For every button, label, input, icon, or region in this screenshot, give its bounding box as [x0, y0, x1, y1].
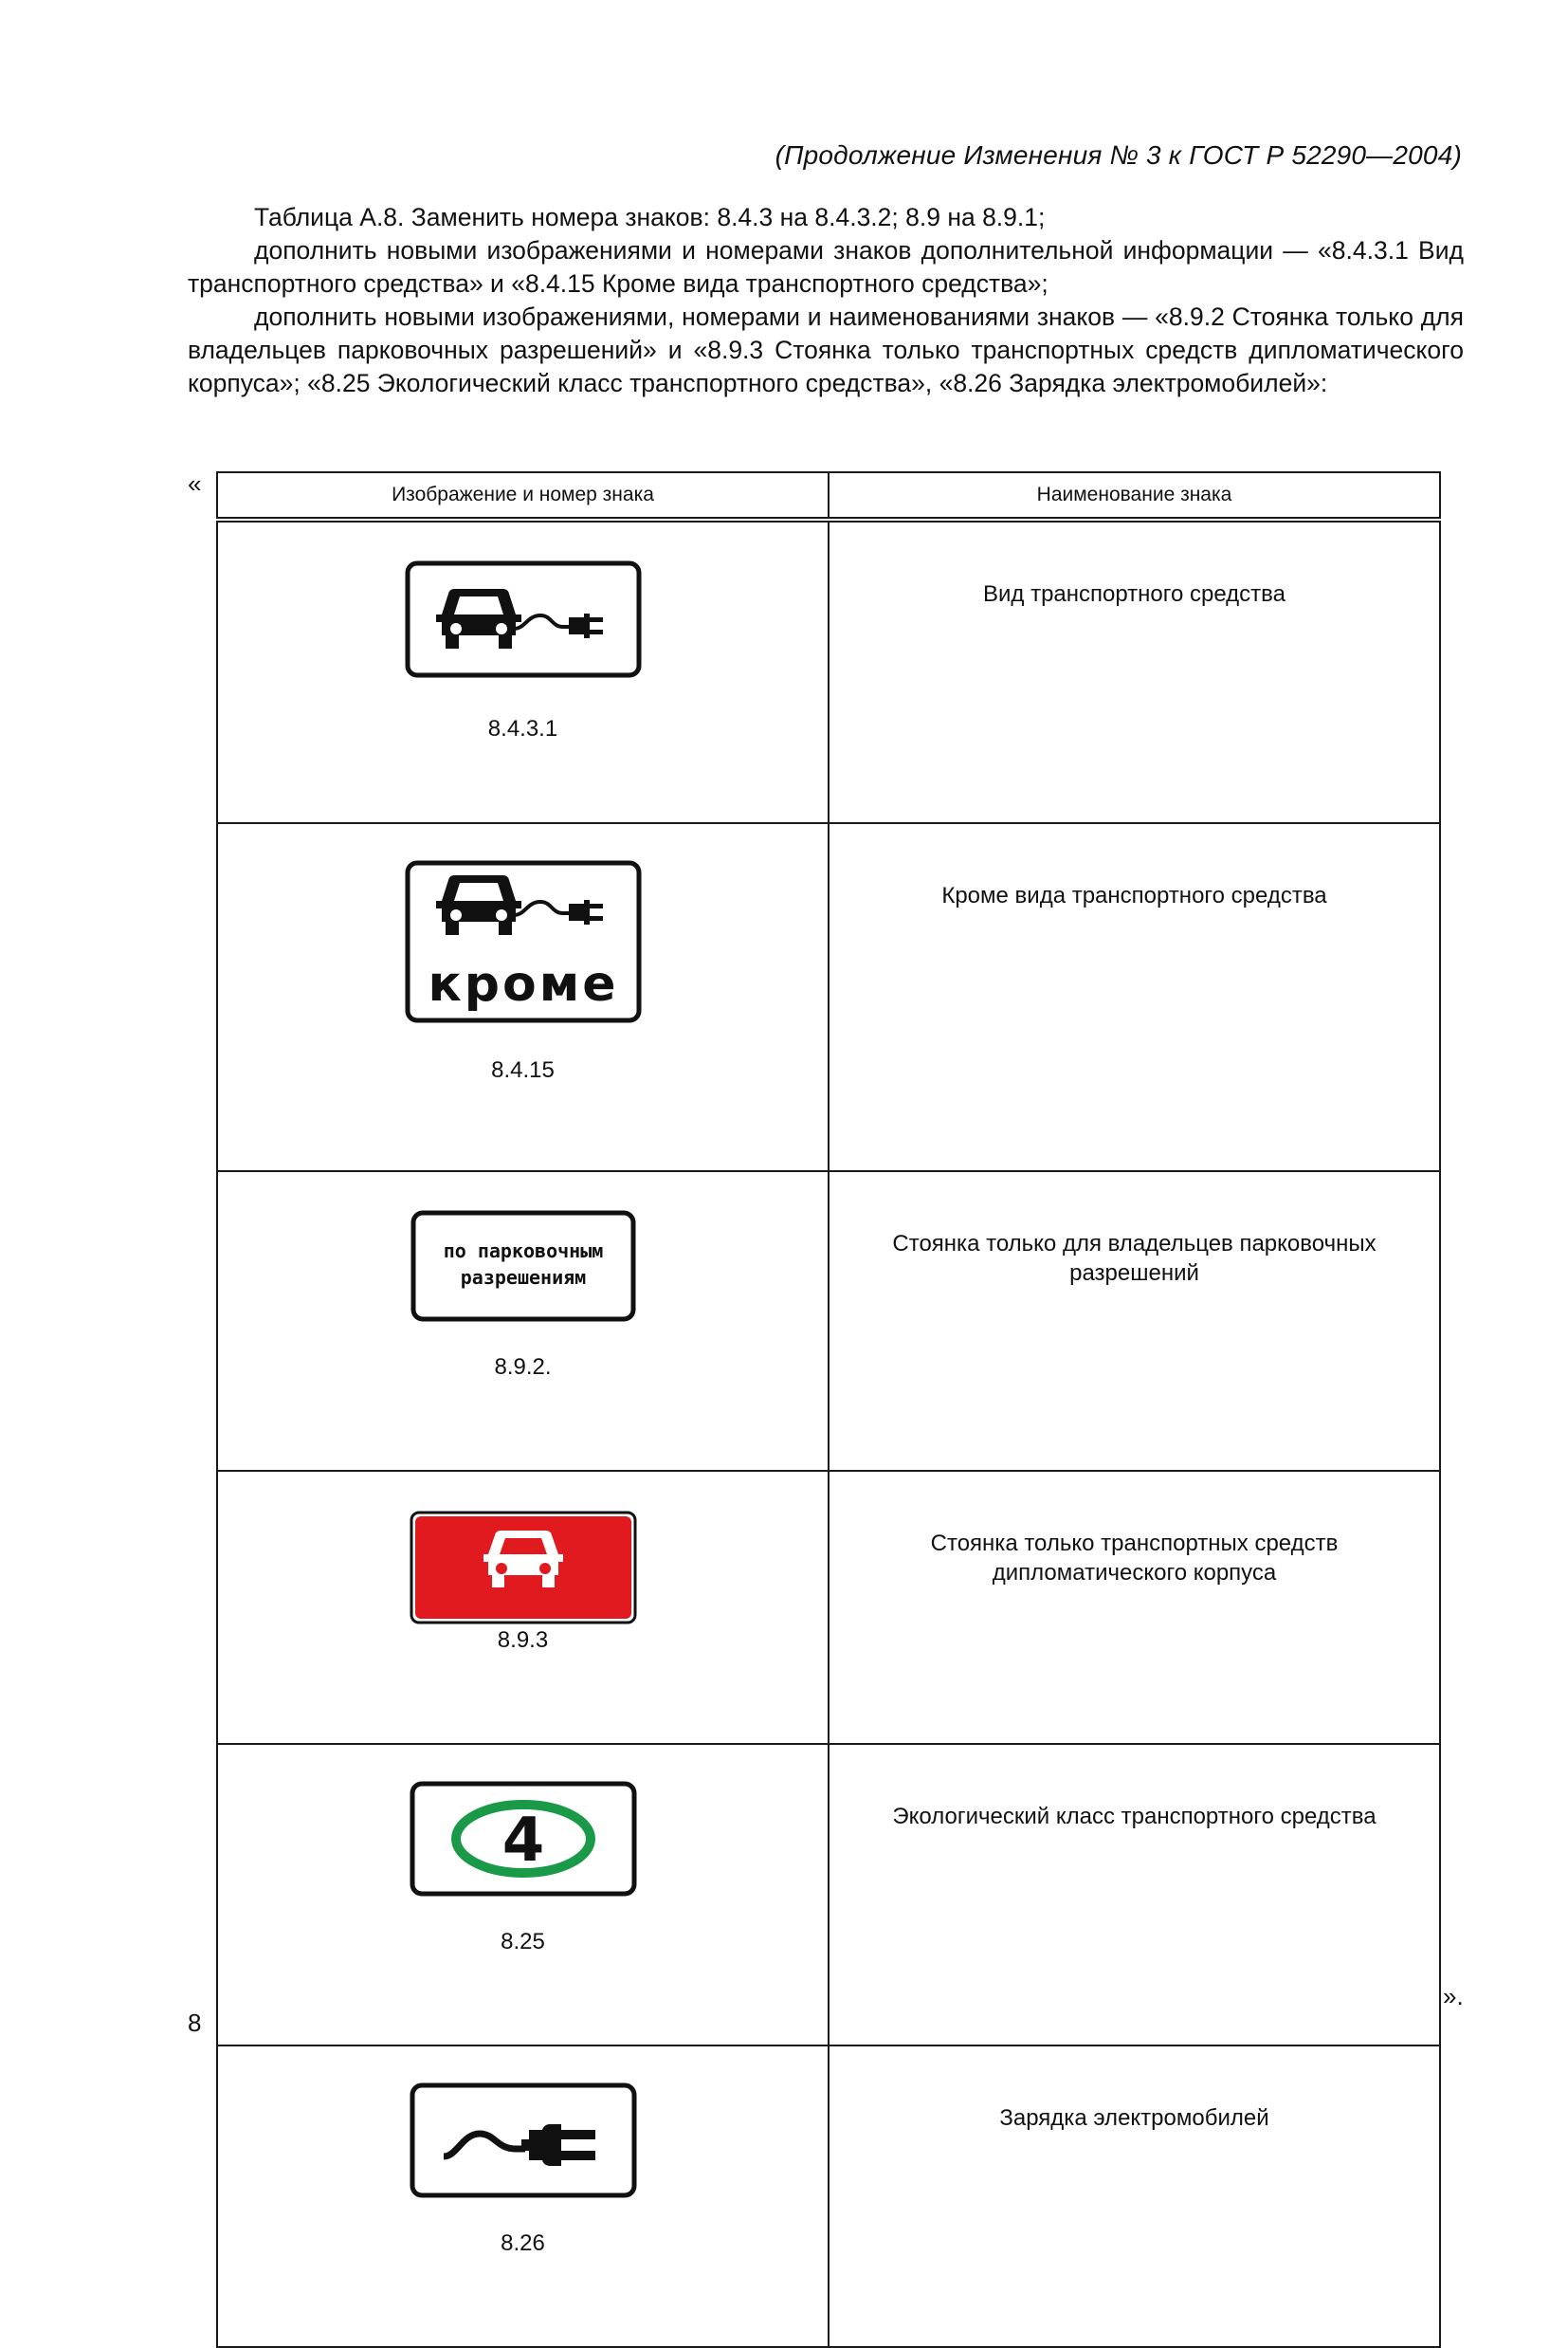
sign-name-cell — [829, 1744, 1440, 2045]
sign-name: Экологический класс транспортного средства — [892, 1804, 1377, 1829]
column-header-name: Наименование знака — [829, 472, 1440, 520]
sign-code: 8.9.3 — [497, 1627, 549, 1653]
sign-name-cell — [829, 2045, 1440, 2347]
sign-name: Зарядка электромобилей — [999, 2105, 1269, 2131]
table-header-row — [217, 472, 1440, 520]
eco-class-number: 4 — [501, 1806, 544, 1876]
sign-image-cell — [217, 1744, 829, 2045]
parking-permit-sign-icon — [410, 1210, 636, 1322]
table-row — [217, 823, 1440, 1171]
sign-code: 8.26 — [501, 2230, 545, 2256]
table-row — [217, 1744, 1440, 2045]
table-row — [217, 520, 1440, 823]
sign-code: 8.25 — [501, 1929, 545, 1954]
permit-sign-text-line-2: разрешениям — [460, 1266, 586, 1289]
sign-image-cell — [217, 2045, 829, 2347]
intro-text — [188, 201, 1464, 400]
sign-name: Стоянка только для владельцев парковочных разрешений — [892, 1231, 1377, 1286]
ev-charging-sign-icon — [410, 2082, 637, 2198]
sign-name: Вид транспортного средства — [982, 581, 1286, 607]
sign-code: 8.4.3.1 — [487, 716, 558, 742]
sign-image-cell — [217, 1471, 829, 1744]
continuation-note: (Продолжение Изменения № 3 к ГОСТ Р 52290—2004) — [775, 140, 1462, 170]
page-number: 8 — [188, 2009, 202, 2037]
open-quote: « — [188, 469, 202, 498]
sign-name-cell — [829, 1171, 1440, 1471]
close-quote: ». — [1443, 1982, 1464, 2010]
sign-name-cell — [829, 823, 1440, 1171]
except-sign-text: кроме — [427, 956, 619, 1013]
intro-paragraph-3: дополнить новыми изображениями, номерами и наименованиями знаков — «8.9.2 Стоянка только для владельцев парковочных разрешений» и «8.9.3 Стоянка только транспортных средств дипломатического корпуса»; «8.25 Экологический класс транспортного средства», «8.26 Зарядка электромобилей»: — [188, 303, 1464, 397]
table-row — [217, 2045, 1440, 2347]
eco-class-sign-icon — [410, 1781, 637, 1897]
sign-name: Кроме вида транспортного средства — [941, 883, 1327, 908]
table-row — [217, 1171, 1440, 1471]
sign-name: Стоянка только транспортных средств дипломатического корпуса — [930, 1531, 1339, 1586]
intro-paragraph-2: дополнить новыми изображениями и номерами знаков дополнительной информации — «8.4.3.1 Вид транспортного средства» и «8.4.15 Кроме вида транспортного средства»; — [188, 236, 1464, 298]
diplomatic-car-sign-icon — [409, 1510, 638, 1625]
sign-image-cell — [217, 823, 829, 1171]
sign-image-cell — [217, 520, 829, 823]
sign-image-cell — [217, 1171, 829, 1471]
ev-car-plug-sign-icon — [405, 560, 642, 678]
permit-sign-text-line-1: по парковочным — [443, 1239, 603, 1262]
sign-code: 8.4.15 — [491, 1057, 555, 1083]
sign-name-cell — [829, 1471, 1440, 1744]
signs-table — [216, 471, 1441, 2348]
ev-car-plug-except-sign-icon — [405, 860, 642, 1023]
table-row — [217, 1471, 1440, 1744]
column-header-image: Изображение и номер знака — [217, 472, 829, 520]
sign-code: 8.9.2. — [494, 1354, 552, 1380]
intro-paragraph-1: Таблица А.8. Заменить номера знаков: 8.4.3 на 8.4.3.2; 8.9 на 8.9.1; — [254, 203, 1046, 231]
sign-name-cell — [829, 520, 1440, 823]
